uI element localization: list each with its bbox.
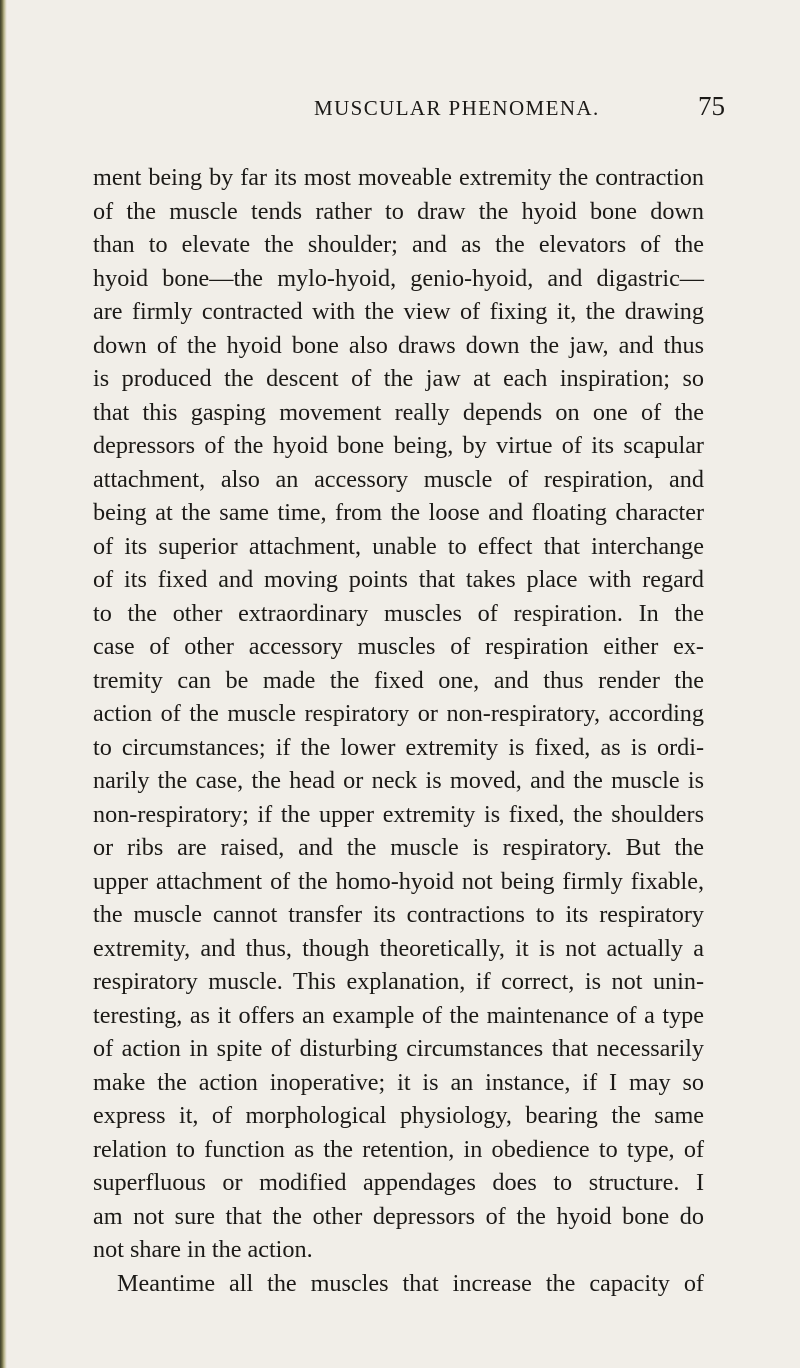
text-line: tremity can be made the fixed one, and thus render the	[93, 666, 704, 694]
text-line: the muscle cannot transfer its contractions to its respiratory	[93, 901, 704, 928]
page-number: 75	[698, 91, 725, 121]
paragraph-end-line: not share in the action.	[93, 1236, 313, 1263]
page-header	[0, 92, 800, 132]
text-line: superfluous or modified appendages does to structure. I	[93, 1169, 704, 1196]
text-line: that this gasping movement really depends on one of the	[93, 398, 704, 426]
text-line: attachment, also an accessory muscle of respiration, and	[93, 465, 704, 493]
text-line: are firmly contracted with the view of fixing it, the drawing	[93, 298, 704, 325]
text-line: of its superior attachment, unable to effect that interchange	[93, 532, 704, 560]
text-line: make the action inoperative; it is an instance, if I may so	[93, 1068, 704, 1096]
text-line: to circumstances; if the lower extremity is fixed, as is ordi-	[93, 733, 704, 761]
text-line: am not sure that the other depressors of the hyoid bone do	[93, 1202, 704, 1230]
running-head: MUSCULAR PHENOMENA.	[314, 96, 600, 120]
page-binding-edge	[0, 0, 7, 1368]
text-line: is produced the descent of the jaw at each inspiration; so	[93, 365, 704, 392]
text-line: of its fixed and moving points that takes place with regard	[93, 566, 704, 593]
body-text	[93, 161, 704, 1300]
paragraph-start-line: Meantime all the muscles that increase the capacity of	[117, 1269, 704, 1297]
text-line: than to elevate the shoulder; and as the elevators of the	[93, 231, 704, 258]
text-line: or ribs are raised, and the muscle is respiratory. But the	[93, 834, 704, 861]
text-line: depressors of the hyoid bone being, by virtue of its scapular	[93, 432, 704, 459]
text-line: ment being by far its most moveable extremity the contraction	[93, 164, 704, 191]
text-line: being at the same time, from the loose and floating character	[93, 499, 704, 526]
text-line: hyoid bone—the mylo-hyoid, genio-hyoid, and digastric—	[93, 264, 704, 292]
text-line: non-respiratory; if the upper extremity is fixed, the shoulders	[93, 800, 704, 828]
text-line: teresting, as it offers an example of the maintenance of a type	[93, 1001, 704, 1029]
text-line: upper attachment of the homo-hyoid not being firmly fixable,	[93, 867, 704, 895]
text-line: to the other extraordinary muscles of respiration. In the	[93, 599, 704, 627]
text-line: case of other accessory muscles of respiration either ex-	[93, 633, 704, 660]
text-line: of the muscle tends rather to draw the hyoid bone down	[93, 197, 704, 225]
text-line: respiratory muscle. This explanation, if correct, is not unin-	[93, 968, 704, 995]
text-line: down of the hyoid bone also draws down the jaw, and thus	[93, 331, 704, 359]
text-line: express it, of morphological physiology, bearing the same	[93, 1102, 704, 1129]
text-line: narily the case, the head or neck is moved, and the muscle is	[93, 767, 704, 794]
text-line: relation to function as the retention, in obedience to type, of	[93, 1135, 704, 1163]
text-line: action of the muscle respiratory or non-respiratory, according	[93, 700, 704, 727]
text-line: extremity, and thus, though theoretically, it is not actually a	[93, 934, 704, 962]
text-line: of action in spite of disturbing circumstances that necessarily	[93, 1035, 704, 1062]
